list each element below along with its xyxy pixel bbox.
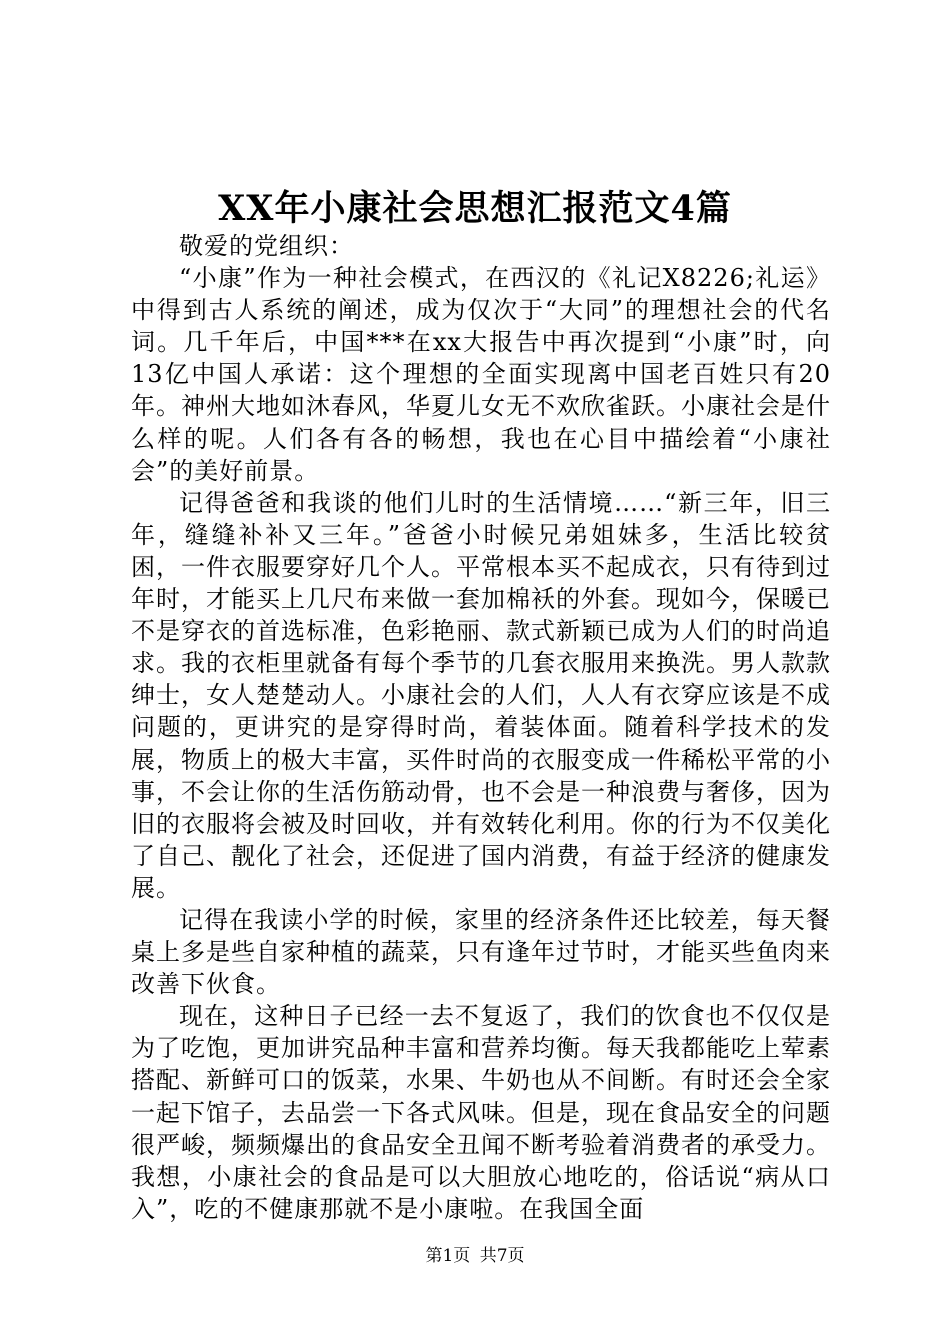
paragraph-4: 现在，这种日子已经一去不复返了，我们的饮食也不仅仅是为了吃饱，更加讲究品种丰富和营养均衡。每天我都能吃上荤素搭配、新鲜可口的饭菜，水果、牛奶也从不间断。有时还会全家一起下馆子，去品尝一下各式风味。但是，现在食品安全的问题很严峻，频频爆出的食品安全丑闻不断考验着消费者的承受力。我想，小康社会的食品是可以大胆放心地吃的，俗话说“病从口入”，吃的不健康那就不是小康啦。在我国全面 [131, 1002, 831, 1223]
salutation: 敬爱的党组织： [179, 232, 354, 260]
paragraph-2: 记得爸爸和我谈的他们儿时的生活情境……“新三年，旧三年，缝缝补补又三年。”爸爸小时候兄弟姐妹多，生活比较贫困，一件衣服要穿好几个人。平常根本买不起成衣，只有待到过年时，才能买上几尺布来做一套加棉袄的外套。现如今，保暖已不是穿衣的首选标准，色彩艳丽、款式新颖已成为人们的时尚追求。我的衣柜里就备有每个季节的几套衣服用来换洗。男人款款绅士，女人楚楚动人。小康社会的人们，人人有衣穿应该是不成问题的，更讲究的是穿得时尚，着装体面。随着科学技术的发展，物质上的极大丰富，买件时尚的衣服变成一件稀松平常的小事，不会让你的生活伤筋动骨，也不会是一种浪费与奢侈，因为旧的衣服将会被及时回收，并有效转化利用。你的行为不仅美化了自己、靓化了社会，还促进了国内消费，有益于经济的健康发展。 [131, 488, 831, 902]
paragraph-3: 记得在我读小学的时候，家里的经济条件还比较差，每天餐桌上多是些自家种植的蔬菜，只有逢年过节时，才能买些鱼肉来改善下伙食。 [131, 905, 831, 999]
page-number-footer: 第1页 共7页 [425, 1246, 525, 1266]
paragraph-1: “小康”作为一种社会模式，在西汉的《礼记X8226;礼运》中得到古人系统的阐述，成为仅次于“大同”的理想社会的代名词。几千年后，中国***在xx大报告中再次提到“小康”时，向13亿中国人承诺：这个理想的全面实现离中国老百姓只有20年。神州大地如沐春风，华夏儿女无不欢欣雀跃。小康社会是什么样的呢。人们各有各的畅想，我也在心目中描绘着“小康社会”的美好前景。 [131, 264, 831, 485]
document-title: XX年小康社会思想汇报范文4篇 [218, 188, 732, 229]
document-body [131, 230, 831, 1225]
